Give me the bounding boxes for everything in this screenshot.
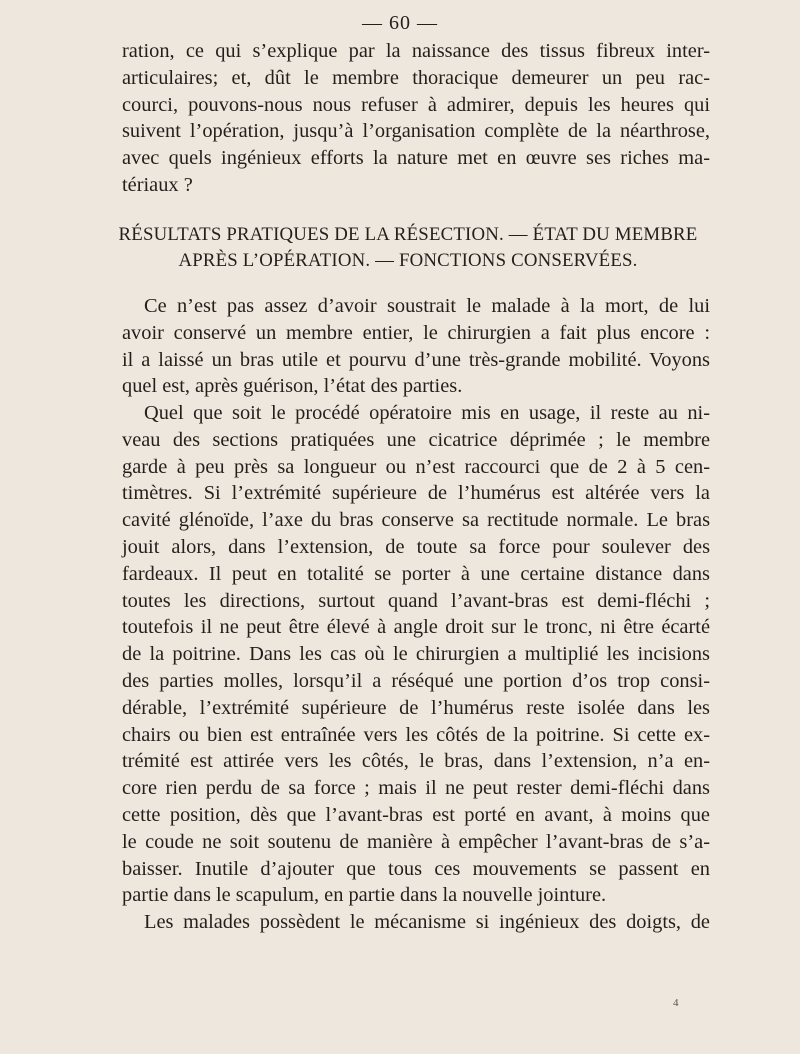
- text-line: toutes les directions, surtout quand l’avant-bras est demi-fléchi ;: [122, 589, 710, 612]
- text-line: jouit alors, dans l’extension, de toute sa force pour soulever des: [122, 535, 710, 558]
- text-line: de la poitrine. Dans les cas où le chirurgien a multiplié les incisions: [122, 643, 710, 666]
- section-heading: [108, 222, 708, 274]
- text-line: toutefois il ne peut être élevé à angle droit sur le tronc, ni être écarté: [122, 616, 710, 639]
- signature-mark: 4: [673, 997, 679, 1009]
- text-line: trémité est attirée vers les côtés, le bras, dans l’extension, n’a en-: [122, 750, 710, 773]
- text-line: timètres. Si l’extrémité supérieure de l’humérus est altérée vers la: [122, 482, 710, 505]
- paragraph-1: [122, 293, 710, 400]
- paragraph-intro: [122, 38, 710, 199]
- text-line: cette position, dès que l’avant-bras est porté en avant, à moins que: [122, 803, 710, 826]
- text-line: des parties molles, lorsqu’il a réséqué une portion d’os trop consi-: [122, 669, 710, 692]
- text-line: chairs ou bien est entraînée vers les côtés de la poitrine. Si cette ex-: [122, 723, 710, 746]
- text-line: Quel que soit le procédé opératoire mis en usage, il reste au ni-: [144, 402, 710, 424]
- text-line: tériaux ?: [122, 173, 193, 196]
- text-line: veau des sections pratiquées une cicatrice déprimée ; le membre: [122, 428, 710, 451]
- text-line: garde à peu près sa longueur ou n’est raccourci que de 2 à 5 cen-: [122, 455, 710, 478]
- page-number: — 60 —: [362, 12, 438, 34]
- text-line: le coude ne soit soutenu de manière à empêcher l’avant-bras de s’a-: [122, 830, 710, 853]
- text-line: dérable, l’extrémité supérieure de l’humérus reste isolée dans les: [122, 696, 710, 719]
- text-line: ration, ce qui s’explique par la naissance des tissus fibreux inter-: [122, 40, 710, 62]
- text-line: baisser. Inutile d’ajouter que tous ces mouvements se passent en: [122, 857, 710, 880]
- text-line: cavité glénoïde, l’axe du bras conserve sa rectitude normale. Le bras: [122, 509, 710, 532]
- text-line: quel est, après guérison, l’état des parties.: [122, 375, 463, 398]
- text-line: articulaires; et, dût le membre thoracique demeurer un peu rac-: [122, 66, 710, 89]
- text-line: partie dans le scapulum, en partie dans la nouvelle jointure.: [122, 884, 607, 907]
- heading-line: APRÈS L’OPÉRATION. — FONCTIONS CONSERVÉES.: [178, 250, 638, 271]
- heading-line: RÉSULTATS PRATIQUES DE LA RÉSECTION. — ÉTAT DU MEMBRE: [118, 224, 698, 245]
- text-line: fardeaux. Il peut en totalité se porter à une certaine distance dans: [122, 562, 710, 585]
- text-line: il a laissé un bras utile et pourvu d’une très-grande mobilité. Voyons: [122, 348, 710, 371]
- paragraph-3: [122, 909, 710, 936]
- text-line: avec quels ingénieux efforts la nature met en œuvre ses riches ma-: [122, 147, 710, 170]
- text-line: Les malades possèdent le mécanisme si ingénieux des doigts, de: [144, 911, 710, 933]
- text-line: Ce n’est pas assez d’avoir soustrait le malade à la mort, de lui: [144, 295, 710, 317]
- text-line: suivent l’opération, jusqu’à l’organisation complète de la néarthrose,: [122, 120, 710, 143]
- text-line: avoir conservé un membre entier, le chirurgien a fait plus encore :: [122, 321, 710, 344]
- text-line: courci, pouvons-nous nous refuser à admirer, depuis les heures qui: [122, 93, 710, 116]
- text-line: core rien perdu de sa force ; mais il ne peut rester demi-fléchi dans: [122, 777, 710, 800]
- paragraph-2: [122, 400, 710, 909]
